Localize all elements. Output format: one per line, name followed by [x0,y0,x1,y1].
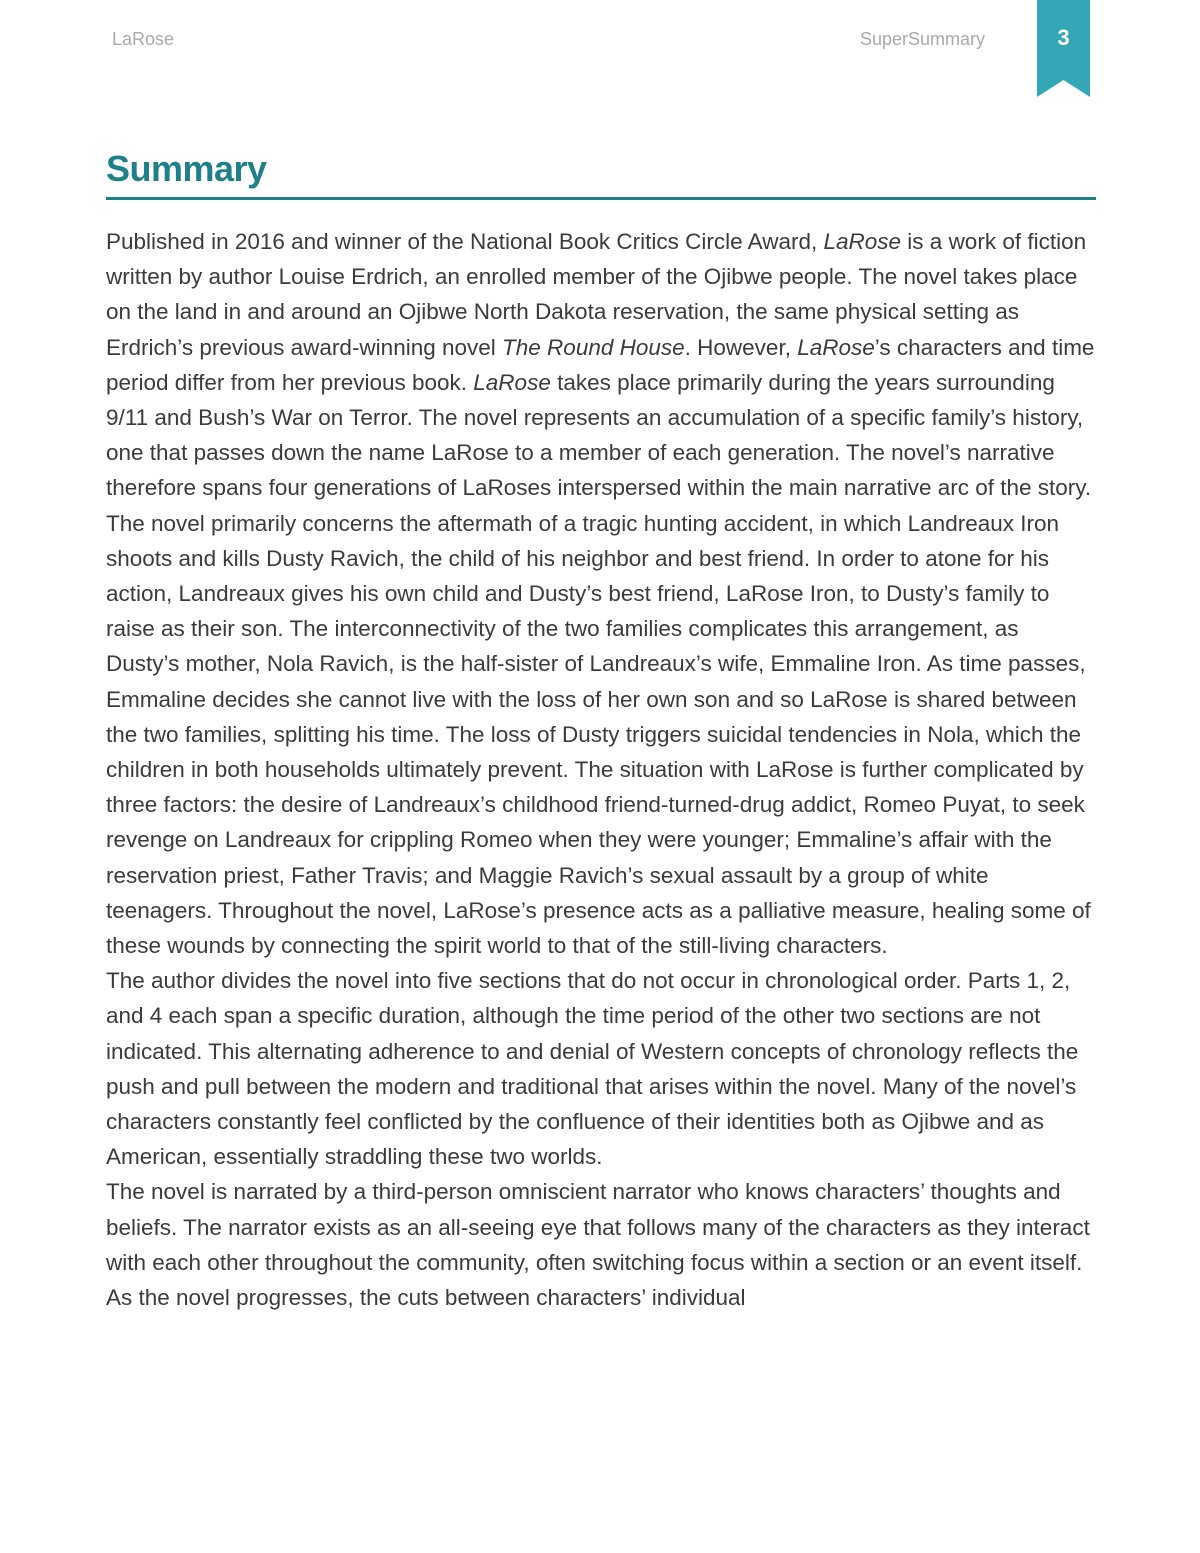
text-run: is a work of fiction written by author Louise Erdrich, an enrolled member of the Ojibwe people. The novel takes place on the land in and around an Ojibwe North Dakota reservation, the same physical setting as Erdrich’s previous award-winning novel [106,229,1087,360]
book-title-italic: LaRose [473,369,551,395]
text-run: Published in 2016 and winner of the National Book Critics Circle Award, [106,229,824,254]
paragraph-3: The author divides the novel into five sections that do not occur in chronological order. Parts 1, 2, and 4 each span a specific duration, although the time period of the other two sections are not indicated. This alternating adherence to and denial of Western concepts of chronology reflects the push and pull between the modern and traditional that arises within the novel. Many of the novel’s characters constantly feel conflicted by the confluence of their identities both as Ojibwe and as American, essentially straddling these two worlds. [106,968,1079,1170]
book-title-italic: LaRose [797,334,875,360]
book-title-header: LaRose [112,29,175,49]
text-run: . However, [684,334,798,360]
section-title: Summary [106,148,267,189]
paragraph-4: The novel is narrated by a third-person omniscient narrator who knows characters’ thoughts and beliefs. The narrator exists as an all-seeing eye that follows many of the characters as they interact with each other throughout the community, often switching focus within a section or an event itself. As the novel progresses, the cuts between characters’ individual [106,1179,1090,1311]
paragraph-2: The novel primarily concerns the aftermath of a tragic hunting accident, in which Landreaux Iron shoots and kills Dusty Ravich, the child of his neighbor and best friend. In order to atone for his action, Landreaux gives his own child and Dusty’s best friend, LaRose Iron, to Dusty’s family to raise as their son. The interconnectivity of the two families complicates this arrangement, as Dusty’s mother, Nola Ravich, is the half-sister of Landreaux’s wife, Emmaline Iron. As time passes, Emmaline decides she cannot live with the loss of her own son and so LaRose is shared between the two families, splitting his time. The loss of Dusty triggers suicidal tendencies in Nola, which the children in both households ultimately prevent. The situation with LaRose is further complicated by three factors: the desire of Landreaux’s childhood friend-turned-drug addict, Romeo Puyat, to seek revenge on Landreaux for crippling Romeo when they were younger; Emmaline’s affair with the reservation priest, Father Travis; and Maggie Ravich’s sexual assault by a group of white teenagers. Throughout the novel, LaRose’s presence acts as a palliative measure, healing some of these wounds by connecting the spirit world to that of the still-living characters. [106,510,1091,959]
page-number: 3 [1057,25,1070,50]
book-title-italic: The Round House [502,334,685,360]
book-title-italic: LaRose [823,229,902,254]
text-run: ’s characters and time period differ from her previous book. [106,334,1095,395]
title-underline-divider [106,197,1096,200]
page-number-bookmark [1037,0,1090,97]
publisher-header: SuperSummary [859,29,985,49]
summary-body [106,224,1098,1315]
text-run: takes place primarily during the years surrounding 9/11 and Bush’s War on Terror. The novel represents an accumulation of a specific family’s history, one that passes down the name LaRose to a member of each generation. The novel’s narrative therefore spans four generations of LaRoses interspersed within the main narrative arc of the story. [106,369,1092,501]
paragraph-1 [106,224,1098,506]
